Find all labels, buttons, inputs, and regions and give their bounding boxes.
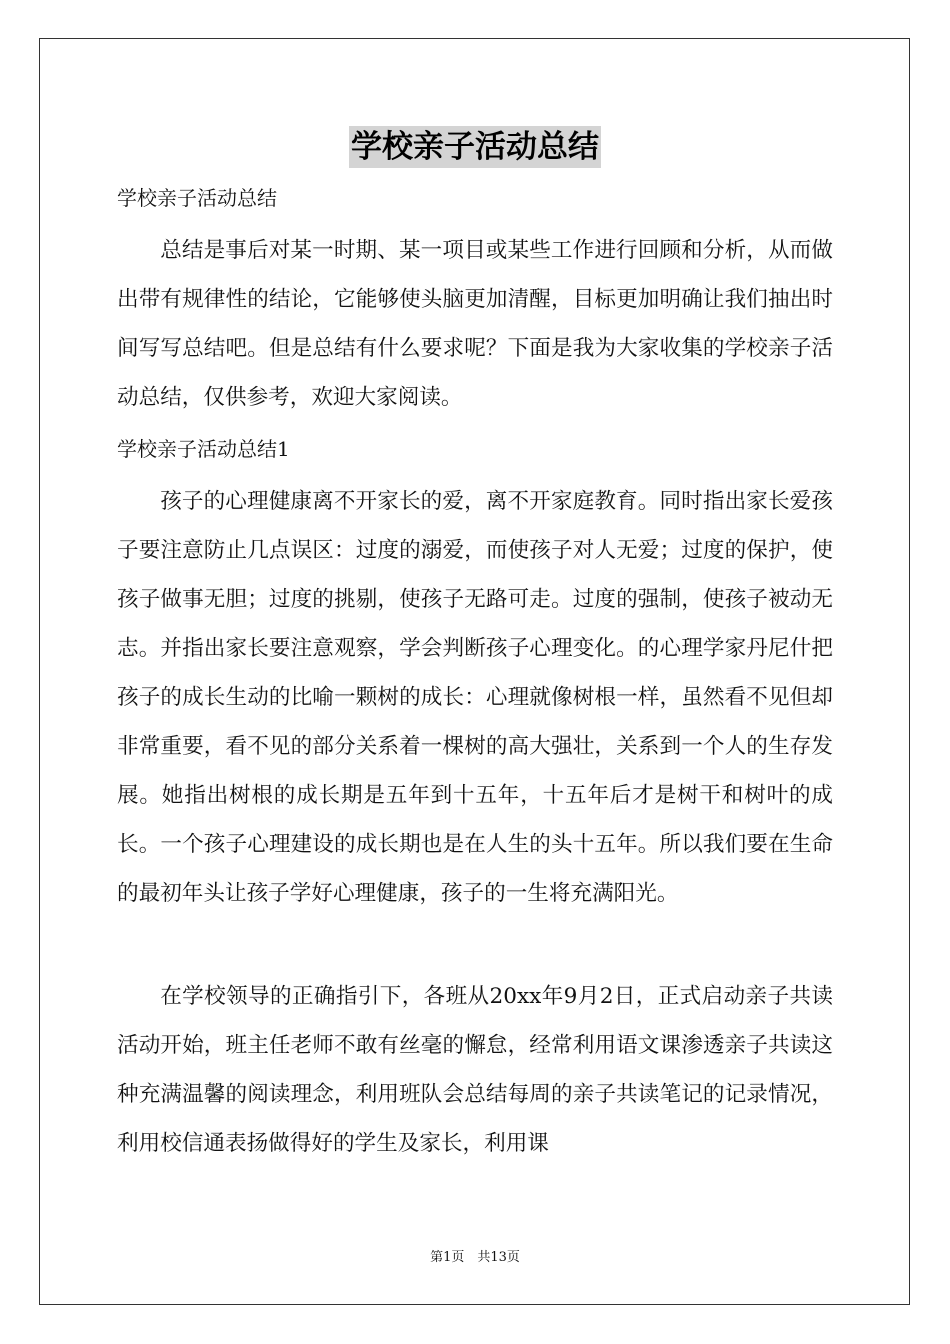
body-paragraph-1: 孩子的心理健康离不开家长的爱，离不开家庭教育。同时指出家长爱孩子要注意防止几点误区：过度的溺爱，而使孩子对人无爱；过度的保护，使孩子做事无胆；过度的挑剔，使孩子无路可走。过度的强制，使孩子被动无志。并指出家长要注意观察，学会判断孩子心理变化。的心理学家丹尼什把孩子的成长生动的比喻一颗树的成长：心理就像树根一样，虽然看不见但却非常重要，看不见的部分关系着一棵树的高大强壮，关系到一个人的生存发展。她指出树根的成长期是五年到十五年，十五年后才是树干和树叶的成长。一个孩子心理建设的成长期也是在人生的头十五年。所以我们要在生命的最初年头让孩子学好心理健康，孩子的一生将充满阳光。 [117, 489, 833, 906]
intro-paragraph: 总结是事后对某一时期、某一项目或某些工作进行回顾和分析，从而做出带有规律性的结论，它能够使头脑更加清醒，目标更加明确让我们抽出时间写写总结吧。但是总结有什么要求呢？下面是我为大家收集的学校亲子活动总结，仅供参考，欢迎大家阅读。 [117, 238, 833, 410]
page-footer: 第1页 共13页 [430, 1250, 520, 1265]
section-heading: 学校亲子活动总结 [117, 186, 277, 210]
body-paragraph-2: 在学校领导的正确指引下，各班从20xx年9月2日，正式启动亲子共读活动开始，班主任老师不敢有丝毫的懈怠，经常利用语文课渗透亲子共读这种充满温馨的阅读理念，利用班队会总结每周的亲子共读笔记的记录情况，利用校信通表扬做得好的学生及家长，利用课 [117, 984, 833, 1156]
title-container [0, 126, 950, 168]
section-heading-1: 学校亲子活动总结1 [117, 437, 290, 461]
document-title: 学校亲子活动总结 [349, 126, 601, 168]
